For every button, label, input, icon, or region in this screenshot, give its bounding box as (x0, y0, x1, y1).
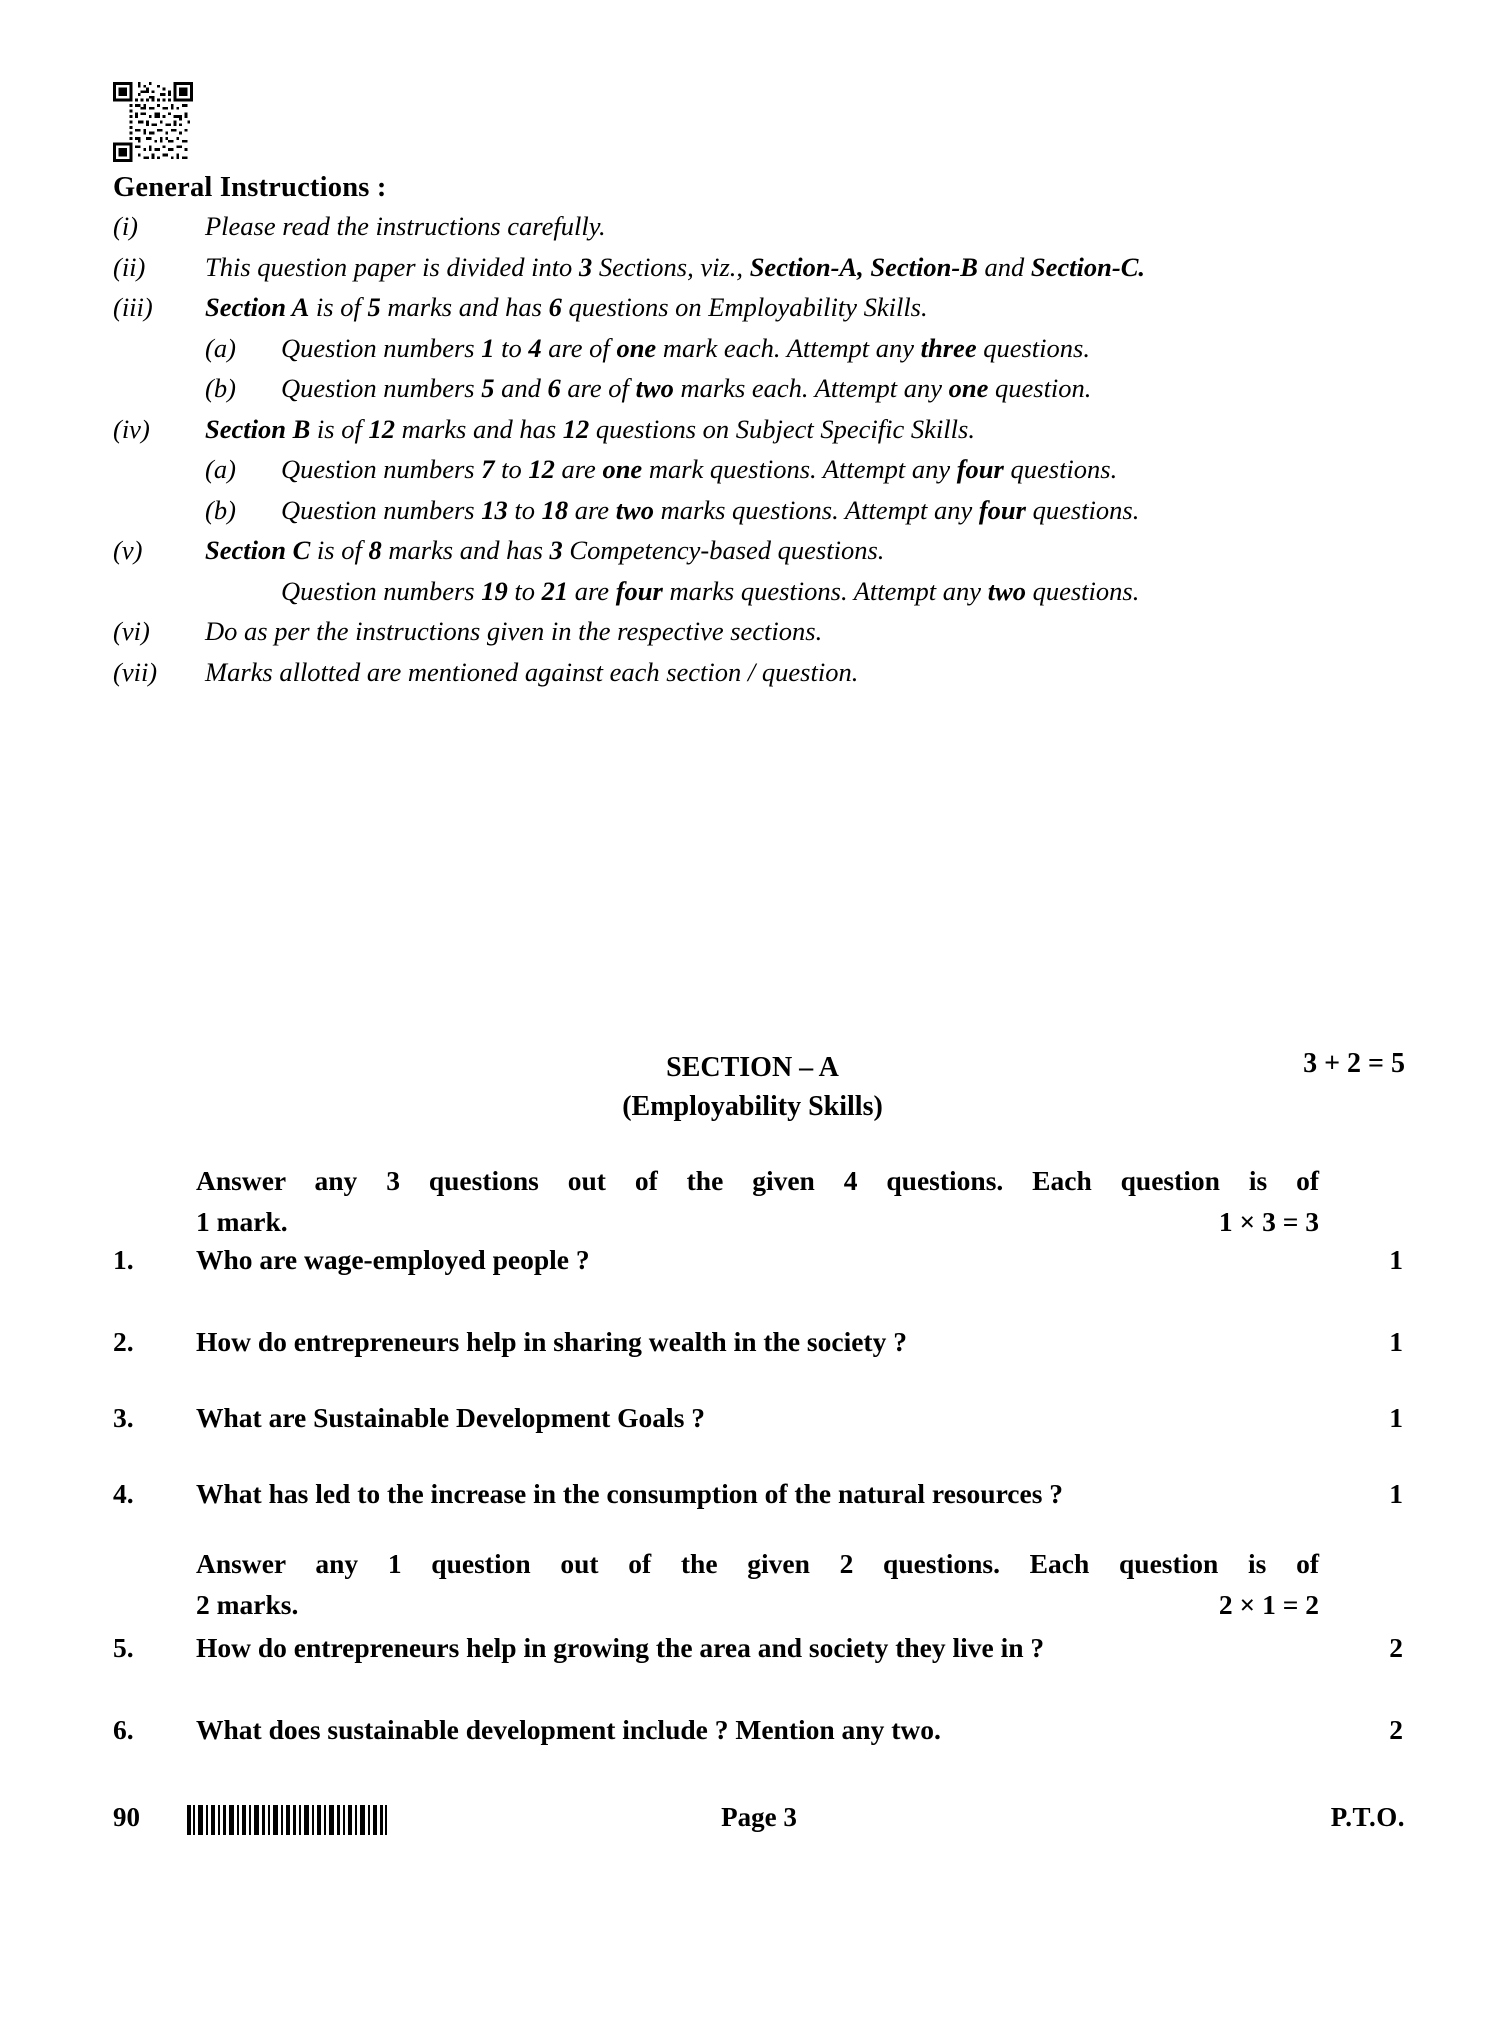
instruction-item (113, 652, 1403, 693)
question-text: What does sustainable development include ? Mention any two. (196, 1714, 941, 1745)
question-marks: 1 (1389, 1326, 1403, 1357)
instruction-subitem (113, 368, 1403, 409)
instruction-text: This question paper is divided into 3 Sections, viz., Section-A, Section-B and Section-C. (205, 251, 1145, 282)
instruction-continuation-text: Question numbers 19 to 21 are four marks questions. Attempt any two questions. (281, 575, 1140, 606)
question-text: How do entrepreneurs help in sharing wealth in the society ? (196, 1326, 907, 1357)
section-heading (0, 1048, 1505, 1126)
direction-2-marks-value: 2 × 1 = 2 (1218, 1589, 1319, 1620)
instruction-marker: (vii) (113, 656, 158, 687)
question-text: Who are wage-employed people ? (196, 1244, 590, 1275)
instruction-subitem-marker: (b) (205, 494, 236, 525)
question-number: 3. (113, 1402, 134, 1433)
instruction-subitem-marker: (b) (205, 373, 236, 403)
instruction-marker: (i) (113, 211, 139, 241)
section-marks: 3 + 2 = 5 (1303, 1048, 1405, 1079)
instruction-text: Section C is of 8 marks and has 3 Competency-based questions. (205, 535, 885, 565)
question-marks: 2 (1389, 1714, 1403, 1745)
question-row (113, 1322, 1403, 1362)
question-marks: 1 (1389, 1478, 1403, 1509)
question-row (113, 1710, 1403, 1750)
instruction-item (113, 247, 1403, 288)
instruction-subitem-marker: (a) (205, 454, 236, 484)
instruction-subitem-marker: (a) (205, 332, 236, 363)
direction-1-marks-value: 1 × 3 = 3 (1218, 1206, 1319, 1237)
question-row (113, 1240, 1403, 1280)
question-marks: 2 (1389, 1632, 1403, 1663)
instruction-marker: (iii) (113, 292, 153, 322)
question-number: 1. (113, 1244, 134, 1275)
instruction-item (113, 611, 1403, 652)
instruction-marker: (vi) (113, 616, 150, 646)
question-text: What has led to the increase in the consumption of the natural resources ? (196, 1478, 1064, 1509)
instruction-text: Section B is of 12 marks and has 12 questions on Subject Specific Skills. (205, 413, 975, 444)
question-text: What are Sustainable Development Goals ? (196, 1402, 706, 1433)
direction-1-line1: Answer any 3 questions out of the given 4 questions. Each question is of (196, 1165, 1319, 1196)
section-title-line2: (Employability Skills) (622, 1091, 883, 1122)
instruction-subitem-text: Question numbers 7 to 12 are one mark questions. Attempt any four questions. (281, 454, 1118, 484)
direction-block-2 (196, 1543, 1319, 1625)
direction-2-line1: Answer any 1 question out of the given 2 questions. Each question is of (196, 1548, 1319, 1579)
instruction-item (113, 409, 1403, 450)
direction-2-marks-label: 2 marks. (196, 1589, 299, 1620)
instruction-marker: (ii) (113, 251, 146, 282)
paper-code: 90 (113, 1802, 140, 1832)
instruction-subitem-text: Question numbers 1 to 4 are of one mark each. Attempt any three questions. (281, 332, 1090, 363)
instruction-subitem (113, 449, 1403, 490)
instruction-subitem (113, 328, 1403, 369)
question-row (113, 1474, 1403, 1514)
question-number: 5. (113, 1632, 134, 1663)
page-footer (113, 1800, 1405, 1840)
question-number: 4. (113, 1478, 134, 1509)
question-marks: 1 (1389, 1402, 1403, 1433)
question-row (113, 1398, 1403, 1438)
instruction-marker: (v) (113, 535, 143, 565)
instruction-text: Marks allotted are mentioned against each section / question. (205, 656, 859, 687)
instruction-item (113, 530, 1403, 571)
general-instructions-heading: General Instructions : (113, 172, 387, 203)
direction-1-marks-label: 1 mark. (196, 1206, 288, 1237)
instruction-text: Section A is of 5 marks and has 6 questions on Employability Skills. (205, 292, 928, 322)
qr-code-icon (113, 82, 193, 162)
question-row (113, 1628, 1403, 1668)
instruction-subitem (113, 490, 1403, 531)
instruction-item (113, 287, 1403, 328)
instruction-subitem-text: Question numbers 5 and 6 are of two marks each. Attempt any one question. (281, 373, 1092, 403)
direction-block-1 (196, 1160, 1319, 1242)
question-marks: 1 (1389, 1244, 1403, 1275)
instruction-text: Please read the instructions carefully. (205, 211, 606, 241)
pto-label: P.T.O. (1330, 1802, 1405, 1832)
instruction-item (113, 206, 1403, 247)
instruction-text: Do as per the instructions given in the respective sections. (205, 616, 823, 646)
instruction-subitem-text: Question numbers 13 to 18 are two marks questions. Attempt any four questions. (281, 494, 1140, 525)
question-text: How do entrepreneurs help in growing the area and society they live in ? (196, 1632, 1045, 1663)
instruction-continuation (113, 571, 1403, 612)
instruction-marker: (iv) (113, 413, 150, 444)
question-number: 6. (113, 1714, 134, 1745)
page-number: Page 3 (721, 1802, 797, 1832)
section-title-line1: SECTION – A (666, 1052, 839, 1083)
general-instructions-list (113, 206, 1403, 692)
question-number: 2. (113, 1326, 134, 1357)
